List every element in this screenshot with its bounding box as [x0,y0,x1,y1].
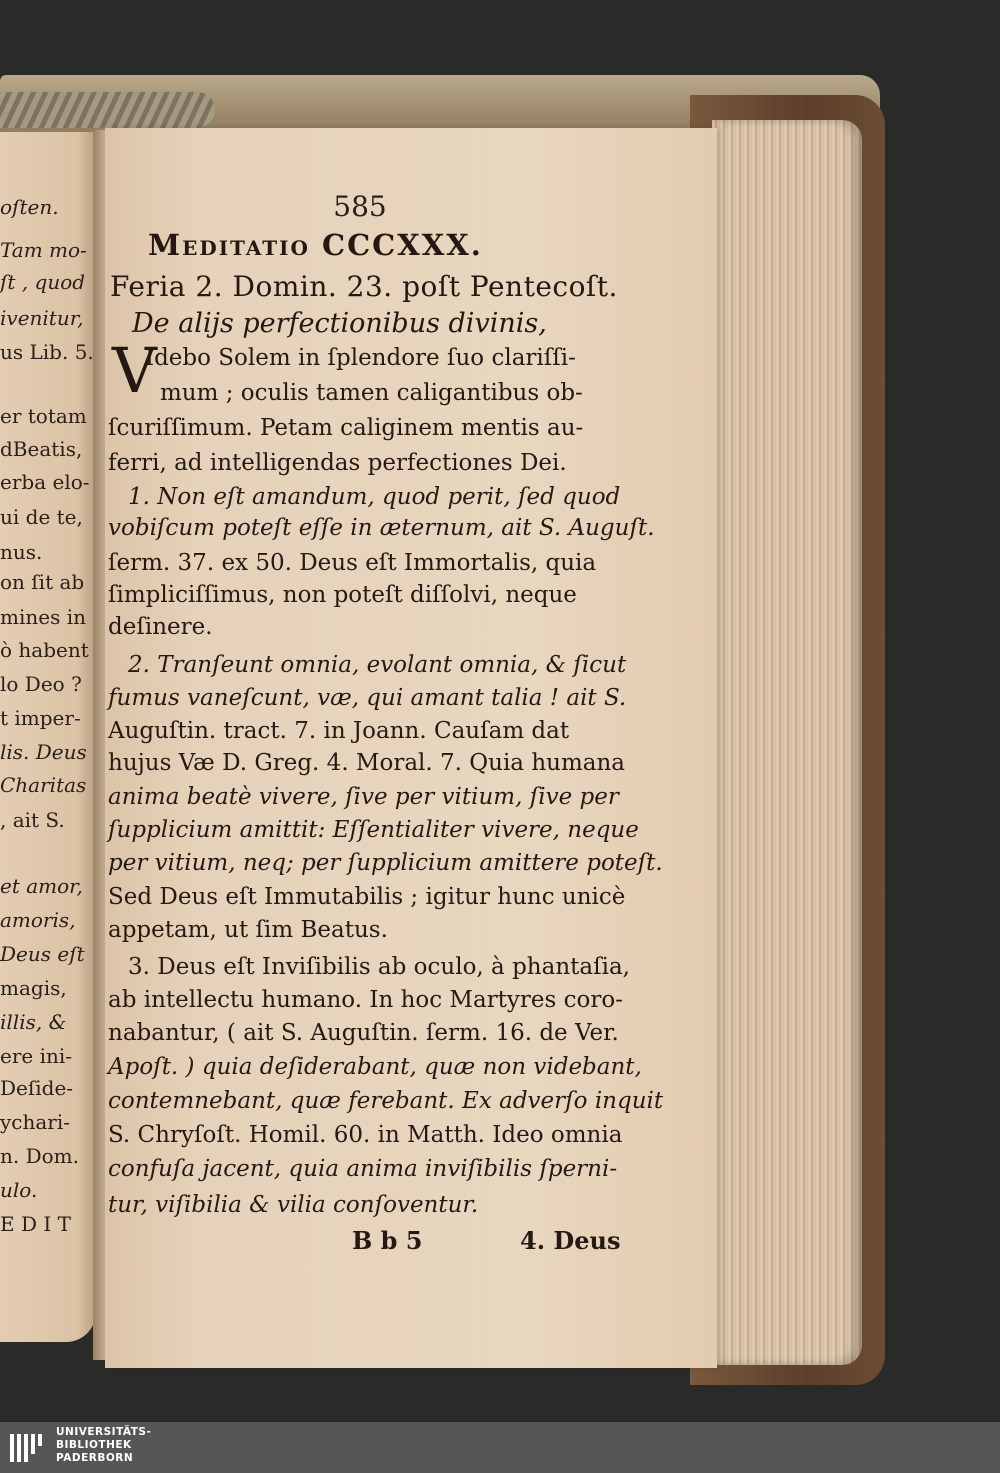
left-page-fragment: ui de te, [0,505,83,529]
body-line: tur, viſibilia & vilia conſoventur. [108,1192,479,1218]
drop-cap: V [112,334,157,407]
body-line: Idebo Solem in ſplendore ſuo clariſſi- [145,345,576,371]
body-line: contemnebant, quæ ferebant. Ex adverſo inquit [108,1088,664,1114]
catchword: 4. Deus [520,1226,621,1255]
body-line: nabantur, ( ait S. Auguſtin. ſerm. 16. de Ver. [108,1020,619,1046]
left-page-fragment: ò habent [0,638,89,662]
body-line: Auguſtin. tract. 7. in Joann. Cauſam dat [108,718,570,744]
body-line: ſcuriſſimum. Petam caliginem mentis au- [108,415,584,441]
university-library-logo [8,1430,44,1466]
left-page-fragment: Deus eſt [0,942,85,966]
library-name-line: UNIVERSITÄTS- [56,1426,152,1438]
body-line: ſerm. 37. ex 50. Deus eſt Immortalis, quia [108,550,597,576]
body-line: 3. Deus eſt Inviſibilis ab oculo, à phantaſia, [128,954,630,980]
meditation-heading: Meditatio CCCXXX. [148,228,483,262]
body-line: ferri, ad intelligendas perfectiones Dei. [108,450,567,476]
body-line: ab intellectu humano. In hoc Martyres coro- [108,987,623,1013]
library-footer [0,1422,1000,1473]
body-line: ſimpliciſſimus, non poteſt diſſolvi, neque [108,582,577,608]
page-number: 585 [333,190,387,223]
body-line: per vitium, neq; per ſupplicium amittere poteſt. [108,850,663,876]
left-page-fragment: dBeatis, [0,437,83,461]
left-page-fragment: ſt , quod [0,270,86,294]
left-page-fragment: us Lib. 5. [0,340,94,364]
body-line: Sed Deus eſt Immutabilis ; igitur hunc unicè [108,884,626,910]
left-page-fragment: lo Deo ? [0,672,82,696]
bookmark-ribbon [0,92,215,128]
left-page-fragment: t imper- [0,706,81,730]
meditation-subheading: Feria 2. Domin. 23. poſt Pentecoſt. [110,270,618,303]
library-name-line: BIBLIOTHEK [56,1439,132,1451]
left-page-fragment: nus. [0,540,43,564]
left-page-fragment: E D I T [0,1212,71,1236]
signature-mark: B b 5 [352,1226,423,1255]
left-page-fragment: ulo. [0,1178,38,1202]
left-page-fragment: amoris, [0,908,76,932]
body-line: hujus Væ D. Greg. 4. Moral. 7. Quia humana [108,750,625,776]
library-name [56,1426,151,1465]
body-line: S. Chryſoſt. Homil. 60. in Matth. Ideo omnia [108,1122,623,1148]
left-page-fragment: Tam mo- [0,238,87,262]
body-line: Apoſt. ) quia deſiderabant, quæ non videbant, [108,1054,642,1080]
body-line: 1. Non eſt amandum, quod perit, ſed quod [128,484,621,510]
left-page-fragment: erba elo- [0,470,90,494]
left-page-fragment: ere ini- [0,1044,73,1068]
body-line: 2. Tranſeunt omnia, evolant omnia, & ſicut [128,652,627,678]
body-line: anima beatè vivere, ſive per vitium, ſive per [108,784,619,810]
left-page-fragment: ivenitur, [0,306,84,330]
left-page-fragment: Charitas [0,773,87,797]
left-page-fragment: ychari- [0,1110,71,1134]
library-name-line: PADERBORN [56,1452,134,1464]
left-page-fragment: Deſide- [0,1076,74,1100]
body-line: confuſa jacent, quia anima inviſibilis ſperni- [108,1156,618,1182]
body-line: ſupplicium amittit: Eſſentialiter vivere, neque [108,817,639,843]
left-page-fragment: oſten. [0,195,59,219]
left-page-fragment: et amor, [0,874,83,898]
left-page-fragment: lis. Deus [0,740,87,764]
left-page-fragment: mines in [0,605,86,629]
body-line: deſinere. [108,614,213,640]
page-edges [712,120,862,1365]
body-line: appetam, ut ſim Beatus. [108,917,388,943]
body-line: vobiſcum poteſt eſſe in æternum, ait S. Auguſt. [108,515,655,541]
left-page-fragment: er totam [0,404,87,428]
left-page-fragment: magis, [0,976,67,1000]
body-line: mum ; oculis tamen caligantibus ob- [160,380,583,406]
left-page-fragment: , ait S. [0,808,65,832]
left-page-fragment: illis, & [0,1010,67,1034]
meditation-subtitle: De alijs perfectionibus divinis, [132,308,547,339]
left-page-fragment: on ſit ab [0,570,85,594]
left-page-fragment: n. Dom. [0,1144,79,1168]
body-line: fumus vaneſcunt, væ, qui amant talia ! ait S. [108,685,627,711]
